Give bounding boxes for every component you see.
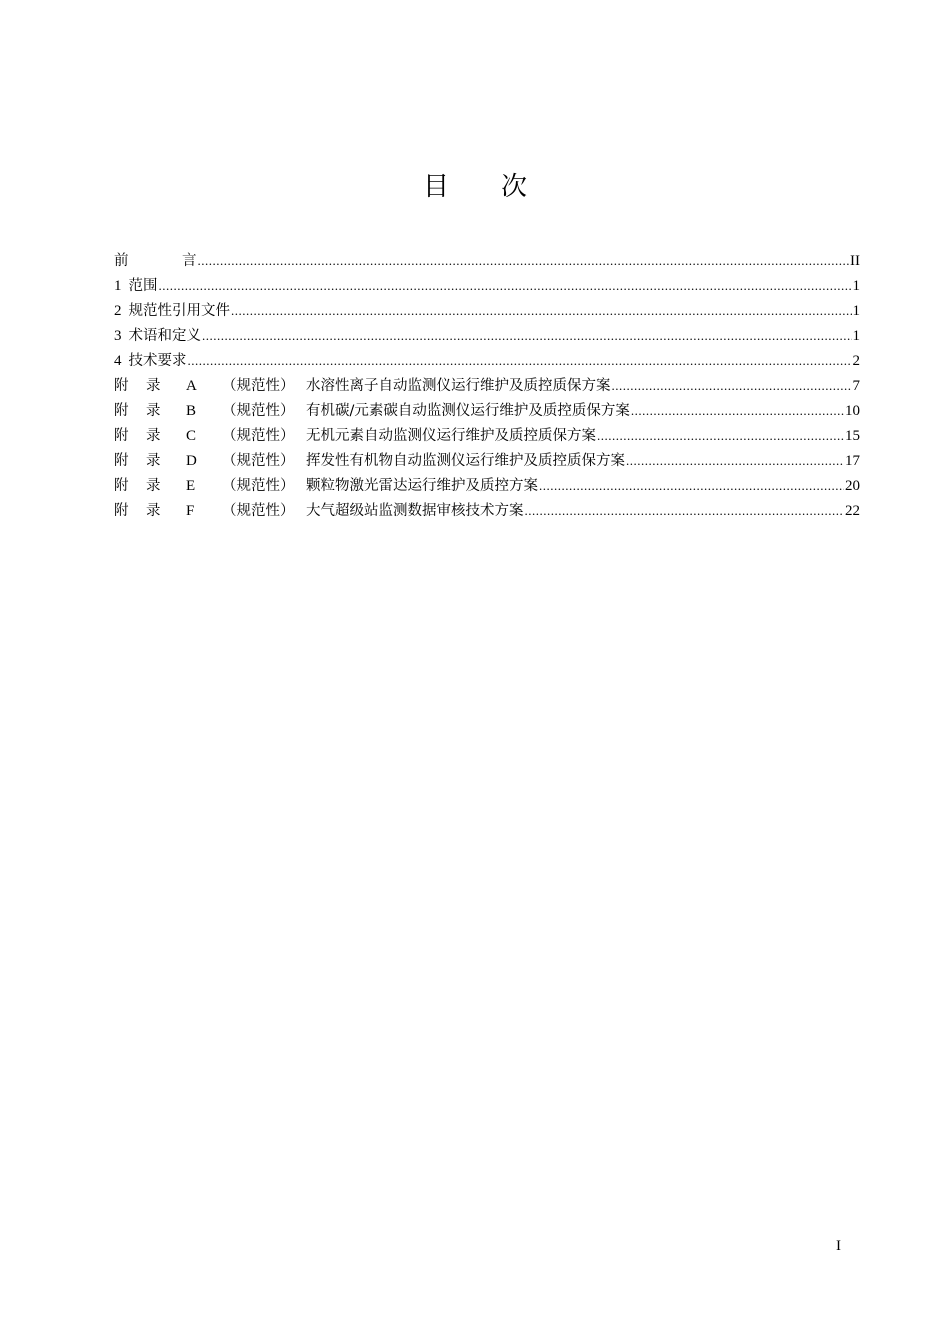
appendix-title: 颗粒物激光雷达运行维护及质控方案: [306, 478, 538, 494]
section-title: 范围: [128, 278, 158, 294]
appendix-normative-tag: （规范性）: [222, 478, 295, 494]
toc-page-number: 10: [845, 403, 860, 419]
page-number: I: [836, 1238, 841, 1254]
title-char-1: 目: [422, 172, 449, 202]
section-title: 规范性引用文件: [128, 303, 230, 319]
section-title: 技术要求: [128, 353, 187, 369]
appendix-prefix-fu: 附: [114, 453, 129, 469]
appendix-letter: A: [186, 378, 197, 394]
page-title: [0, 166, 950, 203]
appendix-normative-tag: （规范性）: [222, 453, 295, 469]
toc-page-number: 22: [845, 503, 860, 519]
appendix-letter: E: [186, 478, 196, 494]
dot-leader: [525, 498, 845, 523]
dot-leader: [188, 348, 852, 373]
dot-leader: [626, 448, 844, 473]
appendix-letter: C: [186, 428, 197, 444]
appendix-normative-tag: （规范性）: [222, 503, 295, 519]
appendix-prefix-lu: 录: [146, 403, 161, 419]
dot-leader: [539, 473, 844, 498]
appendix-prefix-fu: 附: [114, 378, 129, 394]
toc-page-number: II: [850, 253, 860, 269]
appendix-prefix-lu: 录: [146, 428, 161, 444]
table-of-contents: [114, 248, 860, 523]
foreword-char-2: 言: [182, 253, 197, 269]
toc-entry-appendix-a[interactable]: [114, 373, 860, 398]
appendix-prefix-fu: 附: [114, 478, 129, 494]
dot-leader: [159, 273, 852, 298]
dot-leader: [597, 423, 844, 448]
toc-page-number: 20: [845, 478, 860, 494]
toc-entry-section-3[interactable]: [114, 323, 860, 348]
toc-page-number: 15: [845, 428, 860, 444]
toc-entry-appendix-b[interactable]: [114, 398, 860, 423]
appendix-prefix-fu: 附: [114, 503, 129, 519]
dot-leader: [612, 373, 852, 398]
toc-page-number: 1: [852, 328, 860, 344]
toc-entry-foreword[interactable]: [114, 248, 860, 273]
toc-page-number: 7: [852, 378, 860, 394]
appendix-prefix-lu: 录: [146, 503, 161, 519]
section-title: 术语和定义: [128, 328, 201, 344]
appendix-title: 挥发性有机物自动监测仪运行维护及质控质保方案: [306, 453, 625, 469]
appendix-prefix-fu: 附: [114, 403, 129, 419]
appendix-normative-tag: （规范性）: [222, 378, 295, 394]
toc-page-number: 1: [852, 278, 860, 294]
appendix-prefix-lu: 录: [146, 378, 161, 394]
dot-leader: [202, 323, 852, 348]
toc-entry-section-2[interactable]: [114, 298, 860, 323]
section-number: 3: [114, 328, 122, 344]
dot-leader: [631, 398, 844, 423]
toc-entry-appendix-d[interactable]: [114, 448, 860, 473]
toc-page-number: 17: [845, 453, 860, 469]
appendix-letter: B: [186, 403, 197, 419]
dot-leader: [231, 298, 852, 323]
toc-entry-appendix-e[interactable]: [114, 473, 860, 498]
dot-leader: [198, 248, 850, 273]
appendix-normative-tag: （规范性）: [222, 403, 295, 419]
appendix-normative-tag: （规范性）: [222, 428, 295, 444]
appendix-letter: F: [186, 503, 195, 519]
foreword-char-1: 前: [114, 253, 129, 269]
toc-page-number: 2: [852, 353, 860, 369]
title-char-2: 次: [501, 172, 528, 202]
section-number: 4: [114, 353, 122, 369]
appendix-title: 水溶性离子自动监测仪运行维护及质控质保方案: [306, 378, 611, 394]
appendix-title: 无机元素自动监测仪运行维护及质控质保方案: [306, 428, 596, 444]
section-number: 2: [114, 303, 122, 319]
section-number: 1: [114, 278, 122, 294]
toc-entry-appendix-f[interactable]: [114, 498, 860, 523]
appendix-letter: D: [186, 453, 197, 469]
appendix-title: 有机碳/元素碳自动监测仪运行维护及质控质保方案: [306, 403, 630, 419]
toc-page-number: 1: [852, 303, 860, 319]
appendix-prefix-fu: 附: [114, 428, 129, 444]
toc-entry-section-1[interactable]: [114, 273, 860, 298]
appendix-prefix-lu: 录: [146, 478, 161, 494]
toc-entry-section-4[interactable]: [114, 348, 860, 373]
toc-entry-appendix-c[interactable]: [114, 423, 860, 448]
appendix-prefix-lu: 录: [146, 453, 161, 469]
appendix-title: 大气超级站监测数据审核技术方案: [306, 503, 524, 519]
